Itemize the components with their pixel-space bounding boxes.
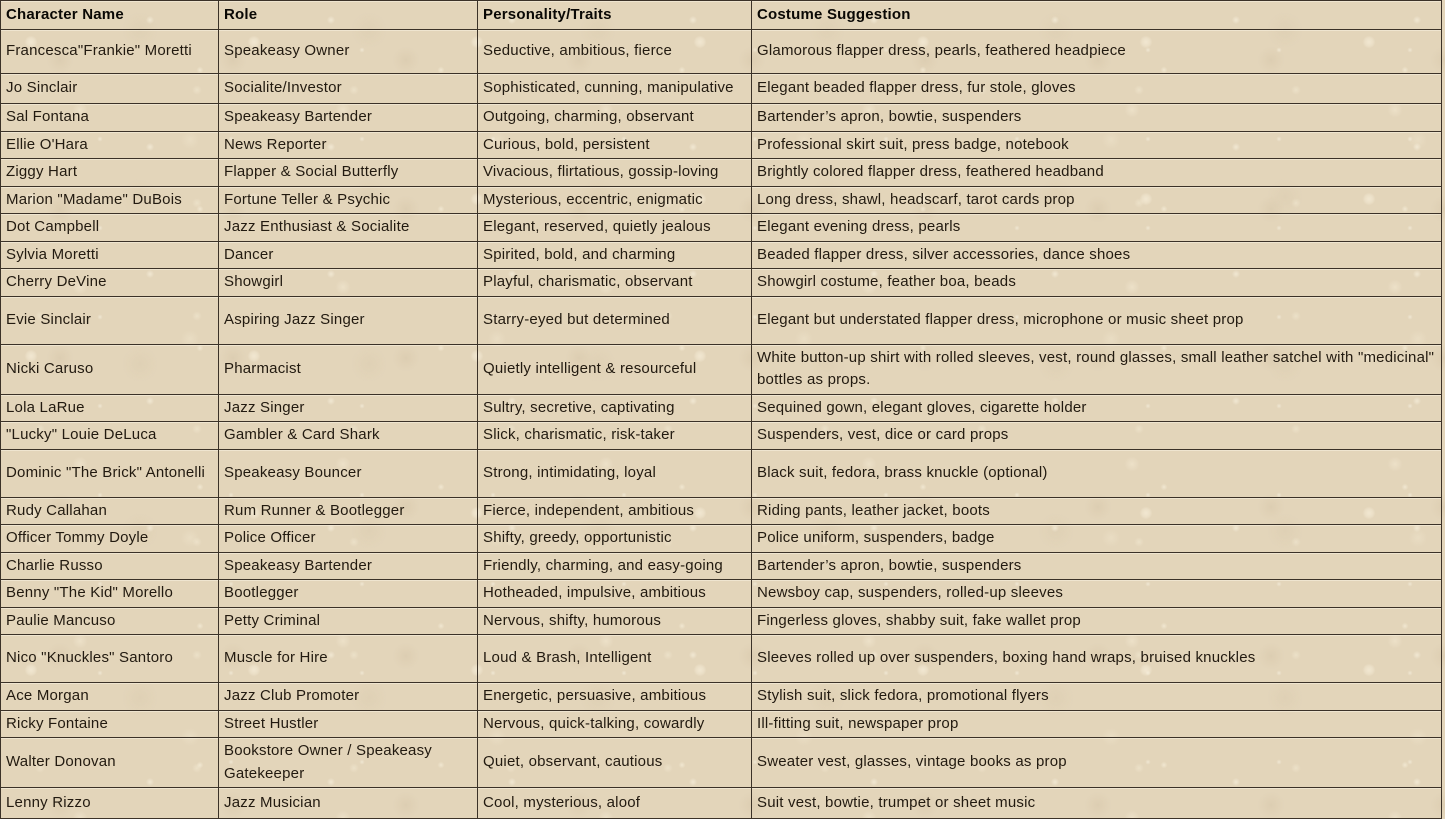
cell-character-name[interactable]: Charlie Russo: [1, 552, 219, 580]
table-row: [1, 241, 1442, 269]
cell-traits[interactable]: Quietly intelligent & resourceful: [478, 344, 752, 394]
cell-role[interactable]: Muscle for Hire: [219, 635, 478, 683]
cell-character-name[interactable]: Sal Fontana: [1, 104, 219, 132]
cell-costume[interactable]: Elegant beaded flapper dress, fur stole, gloves: [752, 74, 1442, 104]
cell-costume[interactable]: Suspenders, vest, dice or card props: [752, 422, 1442, 450]
table-row: [1, 710, 1442, 738]
column-header-personality-traits[interactable]: Personality/Traits: [478, 1, 752, 30]
cell-costume[interactable]: Brightly colored flapper dress, feathered headband: [752, 159, 1442, 187]
cell-role[interactable]: Speakeasy Owner: [219, 30, 478, 74]
cell-traits[interactable]: Hotheaded, impulsive, ambitious: [478, 580, 752, 608]
cell-traits[interactable]: Starry-eyed but determined: [478, 296, 752, 344]
cell-role[interactable]: Police Officer: [219, 525, 478, 553]
cell-traits[interactable]: Curious, bold, persistent: [478, 131, 752, 159]
table-row: [1, 449, 1442, 497]
cell-traits[interactable]: Nervous, shifty, humorous: [478, 607, 752, 635]
cell-costume[interactable]: Long dress, shawl, headscarf, tarot cards prop: [752, 186, 1442, 214]
cell-traits[interactable]: Fierce, independent, ambitious: [478, 497, 752, 525]
cell-costume[interactable]: Riding pants, leather jacket, boots: [752, 497, 1442, 525]
table-row: [1, 30, 1442, 74]
cell-traits[interactable]: Cool, mysterious, aloof: [478, 788, 752, 819]
cell-character-name[interactable]: Nicki Caruso: [1, 344, 219, 394]
table-row: [1, 422, 1442, 450]
cell-role[interactable]: Jazz Club Promoter: [219, 683, 478, 711]
cell-character-name[interactable]: Lenny Rizzo: [1, 788, 219, 819]
cell-traits[interactable]: Loud & Brash, Intelligent: [478, 635, 752, 683]
cell-traits[interactable]: Spirited, bold, and charming: [478, 241, 752, 269]
table-row: [1, 635, 1442, 683]
cell-role[interactable]: Showgirl: [219, 269, 478, 297]
table-row: [1, 552, 1442, 580]
cell-traits[interactable]: Nervous, quick-talking, cowardly: [478, 710, 752, 738]
cell-character-name[interactable]: Evie Sinclair: [1, 296, 219, 344]
cell-character-name[interactable]: Paulie Mancuso: [1, 607, 219, 635]
cell-traits[interactable]: Friendly, charming, and easy-going: [478, 552, 752, 580]
cell-costume[interactable]: Newsboy cap, suspenders, rolled-up sleeves: [752, 580, 1442, 608]
table-row: [1, 159, 1442, 187]
cell-character-name[interactable]: Lola LaRue: [1, 394, 219, 422]
cell-role[interactable]: Dancer: [219, 241, 478, 269]
cell-traits[interactable]: Sophisticated, cunning, manipulative: [478, 74, 752, 104]
cell-character-name[interactable]: Sylvia Moretti: [1, 241, 219, 269]
cell-character-name[interactable]: Jo Sinclair: [1, 74, 219, 104]
cell-costume[interactable]: Elegant but understated flapper dress, microphone or music sheet prop: [752, 296, 1442, 344]
cell-traits[interactable]: Slick, charismatic, risk-taker: [478, 422, 752, 450]
cell-traits[interactable]: Elegant, reserved, quietly jealous: [478, 214, 752, 242]
table-row: [1, 269, 1442, 297]
cell-role[interactable]: Bootlegger: [219, 580, 478, 608]
cell-traits[interactable]: Shifty, greedy, opportunistic: [478, 525, 752, 553]
table-row: [1, 104, 1442, 132]
cell-costume[interactable]: White button-up shirt with rolled sleeves, vest, round glasses, small leather satchel with "medicinal" bottles as props.: [752, 344, 1442, 394]
cell-costume[interactable]: Bartender’s apron, bowtie, suspenders: [752, 552, 1442, 580]
cell-costume[interactable]: Sleeves rolled up over suspenders, boxing hand wraps, bruised knuckles: [752, 635, 1442, 683]
cell-role[interactable]: Street Hustler: [219, 710, 478, 738]
cell-role[interactable]: Gambler & Card Shark: [219, 422, 478, 450]
cell-traits[interactable]: Quiet, observant, cautious: [478, 738, 752, 788]
cell-role[interactable]: Speakeasy Bartender: [219, 104, 478, 132]
cell-costume[interactable]: Suit vest, bowtie, trumpet or sheet music: [752, 788, 1442, 819]
cell-traits[interactable]: Mysterious, eccentric, enigmatic: [478, 186, 752, 214]
cell-role[interactable]: Rum Runner & Bootlegger: [219, 497, 478, 525]
cell-role[interactable]: Flapper & Social Butterfly: [219, 159, 478, 187]
cell-costume[interactable]: Elegant evening dress, pearls: [752, 214, 1442, 242]
table-row: [1, 580, 1442, 608]
cell-costume[interactable]: Beaded flapper dress, silver accessories, dance shoes: [752, 241, 1442, 269]
column-header-character-name[interactable]: Character Name: [1, 1, 219, 30]
cell-costume[interactable]: Fingerless gloves, shabby suit, fake wallet prop: [752, 607, 1442, 635]
cell-character-name[interactable]: Nico "Knuckles" Santoro: [1, 635, 219, 683]
cell-character-name[interactable]: Marion "Madame" DuBois: [1, 186, 219, 214]
cell-costume[interactable]: Sweater vest, glasses, vintage books as prop: [752, 738, 1442, 788]
cell-role[interactable]: Speakeasy Bouncer: [219, 449, 478, 497]
cell-role[interactable]: Jazz Enthusiast & Socialite: [219, 214, 478, 242]
column-header-costume-suggestion[interactable]: Costume Suggestion: [752, 1, 1442, 30]
cell-character-name[interactable]: Francesca"Frankie" Moretti: [1, 30, 219, 74]
table-row: [1, 525, 1442, 553]
cell-character-name[interactable]: Cherry DeVine: [1, 269, 219, 297]
cell-costume[interactable]: Bartender’s apron, bowtie, suspenders: [752, 104, 1442, 132]
cell-costume[interactable]: Showgirl costume, feather boa, beads: [752, 269, 1442, 297]
column-header-role[interactable]: Role: [219, 1, 478, 30]
cell-role[interactable]: News Reporter: [219, 131, 478, 159]
table-row: [1, 497, 1442, 525]
table-row: [1, 738, 1442, 788]
cell-character-name[interactable]: Ace Morgan: [1, 683, 219, 711]
table-row: [1, 788, 1442, 819]
cell-character-name[interactable]: Dominic "The Brick" Antonelli: [1, 449, 219, 497]
cell-character-name[interactable]: Officer Tommy Doyle: [1, 525, 219, 553]
cell-traits[interactable]: Sultry, secretive, captivating: [478, 394, 752, 422]
cell-role[interactable]: Jazz Musician: [219, 788, 478, 819]
cell-character-name[interactable]: Rudy Callahan: [1, 497, 219, 525]
cell-role[interactable]: Bookstore Owner / Speakeasy Gatekeeper: [219, 738, 478, 788]
cell-traits[interactable]: Outgoing, charming, observant: [478, 104, 752, 132]
cell-character-name[interactable]: Walter Donovan: [1, 738, 219, 788]
cell-traits[interactable]: Energetic, persuasive, ambitious: [478, 683, 752, 711]
cell-costume[interactable]: Professional skirt suit, press badge, notebook: [752, 131, 1442, 159]
cell-costume[interactable]: Stylish suit, slick fedora, promotional flyers: [752, 683, 1442, 711]
table-row: [1, 74, 1442, 104]
cell-role[interactable]: Jazz Singer: [219, 394, 478, 422]
cell-role[interactable]: Petty Criminal: [219, 607, 478, 635]
table-row: [1, 394, 1442, 422]
cell-costume[interactable]: Black suit, fedora, brass knuckle (optional): [752, 449, 1442, 497]
cell-role[interactable]: Aspiring Jazz Singer: [219, 296, 478, 344]
cell-costume[interactable]: Glamorous flapper dress, pearls, feathered headpiece: [752, 30, 1442, 74]
cell-character-name[interactable]: "Lucky" Louie DeLuca: [1, 422, 219, 450]
cell-traits[interactable]: Playful, charismatic, observant: [478, 269, 752, 297]
table-row: [1, 607, 1442, 635]
table-row: [1, 186, 1442, 214]
table-row: [1, 296, 1442, 344]
cell-costume[interactable]: Sequined gown, elegant gloves, cigarette holder: [752, 394, 1442, 422]
cell-traits[interactable]: Strong, intimidating, loyal: [478, 449, 752, 497]
cell-traits[interactable]: Vivacious, flirtatious, gossip-loving: [478, 159, 752, 187]
cell-character-name[interactable]: Ricky Fontaine: [1, 710, 219, 738]
cell-character-name[interactable]: Ziggy Hart: [1, 159, 219, 187]
cell-traits[interactable]: Seductive, ambitious, fierce: [478, 30, 752, 74]
cell-role[interactable]: Pharmacist: [219, 344, 478, 394]
cell-role[interactable]: Speakeasy Bartender: [219, 552, 478, 580]
cell-character-name[interactable]: Ellie O'Hara: [1, 131, 219, 159]
cell-character-name[interactable]: Benny "The Kid" Morello: [1, 580, 219, 608]
cell-costume[interactable]: Ill-fitting suit, newspaper prop: [752, 710, 1442, 738]
cell-role[interactable]: Fortune Teller & Psychic: [219, 186, 478, 214]
table-row: [1, 683, 1442, 711]
cell-costume[interactable]: Police uniform, suspenders, badge: [752, 525, 1442, 553]
table-row: [1, 344, 1442, 394]
header-row: [1, 1, 1442, 30]
table-row: [1, 131, 1442, 159]
table-row: [1, 214, 1442, 242]
cell-role[interactable]: Socialite/Investor: [219, 74, 478, 104]
cell-character-name[interactable]: Dot Campbell: [1, 214, 219, 242]
